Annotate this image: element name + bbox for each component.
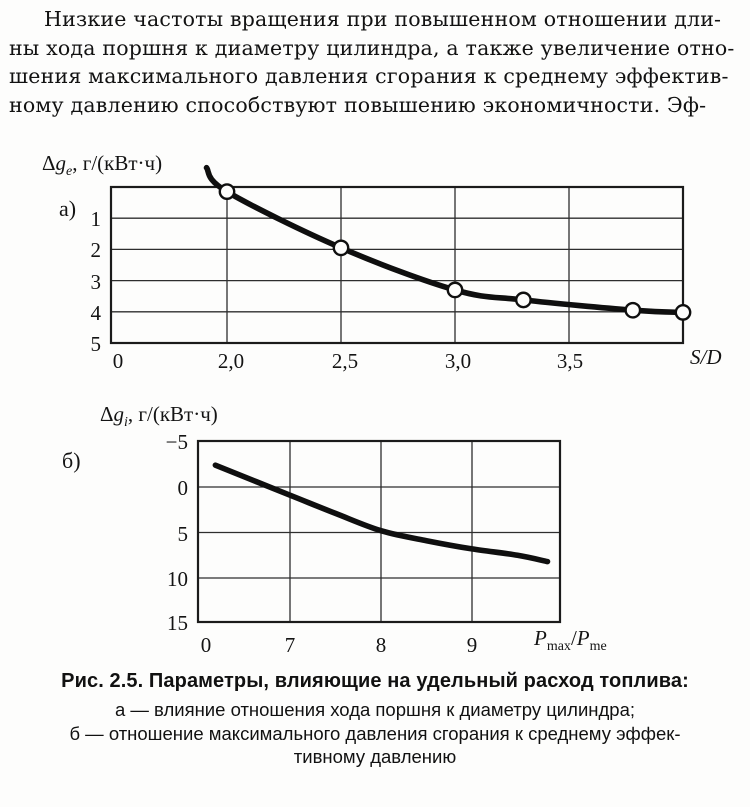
- x-tick-label: 8: [375, 633, 387, 657]
- caption-line-b-cont: тивному давлению: [293, 746, 457, 767]
- paragraph-line: ному давлению способствуют повышению экономичности. Эф-: [9, 92, 707, 117]
- paragraph-line: Низкие частоты вращения при повышенном отношении дли-: [44, 7, 722, 31]
- x-tick-label: 0: [112, 349, 124, 373]
- caption-title: Рис. 2.5. Параметры, влияющие на удельный расход топлива:: [61, 670, 689, 692]
- paragraph-line: шения максимального давления сгорания к среднему эффектив-: [9, 64, 729, 88]
- x-tick-label: 2,5: [331, 349, 359, 373]
- y-tick-label: 4: [90, 301, 101, 325]
- panel-label-b: б): [62, 448, 81, 473]
- y-tick-label: 3: [90, 270, 101, 294]
- data-point-marker: [626, 303, 640, 317]
- x-tick-label: 2,0: [217, 349, 245, 373]
- data-point-marker: [516, 293, 530, 307]
- panel-label-a: а): [59, 196, 77, 221]
- y-tick-label: 5: [90, 332, 101, 356]
- caption-line-a: а — влияние отношения хода поршня к диаметру цилиндра;: [114, 699, 636, 720]
- y-tick-label: 5: [177, 522, 188, 546]
- y-axis-label-a: $\Delta g_e$, г/(кВт·ч): [42, 151, 163, 179]
- curve-a: [207, 168, 684, 313]
- figure-caption: [0, 670, 750, 769]
- y-tick-label: 15: [167, 611, 188, 635]
- data-point-marker: [220, 184, 234, 198]
- x-tick-label: 3,5: [556, 349, 584, 373]
- y-tick-label: −5: [165, 430, 188, 454]
- x-axis-label-b: $P_{max}/P_{me}$: [534, 626, 607, 654]
- caption-line-b: б — отношение максимального давления сгорания к среднему эффек-: [69, 722, 681, 744]
- y-axis-label-b: $\Delta g_i$, г/(кВт·ч): [100, 402, 218, 430]
- x-tick-label: 0: [200, 633, 212, 657]
- x-axis-label-a: S/D: [690, 345, 722, 369]
- y-tick-label: 0: [177, 476, 188, 500]
- data-point-marker: [448, 283, 462, 297]
- y-tick-label: 10: [167, 567, 188, 591]
- x-tick-label: 7: [284, 633, 296, 657]
- y-tick-label: 1: [90, 207, 101, 231]
- x-tick-label: 3,0: [444, 349, 472, 373]
- data-point-marker: [676, 305, 690, 319]
- paragraph-line: ны хода поршня к диаметру цилиндра, а также увеличение отно-: [9, 35, 735, 60]
- plot-frame-a: [111, 187, 683, 343]
- data-point-marker: [334, 241, 348, 255]
- x-tick-label: 9: [466, 633, 478, 657]
- y-tick-label: 2: [90, 238, 101, 262]
